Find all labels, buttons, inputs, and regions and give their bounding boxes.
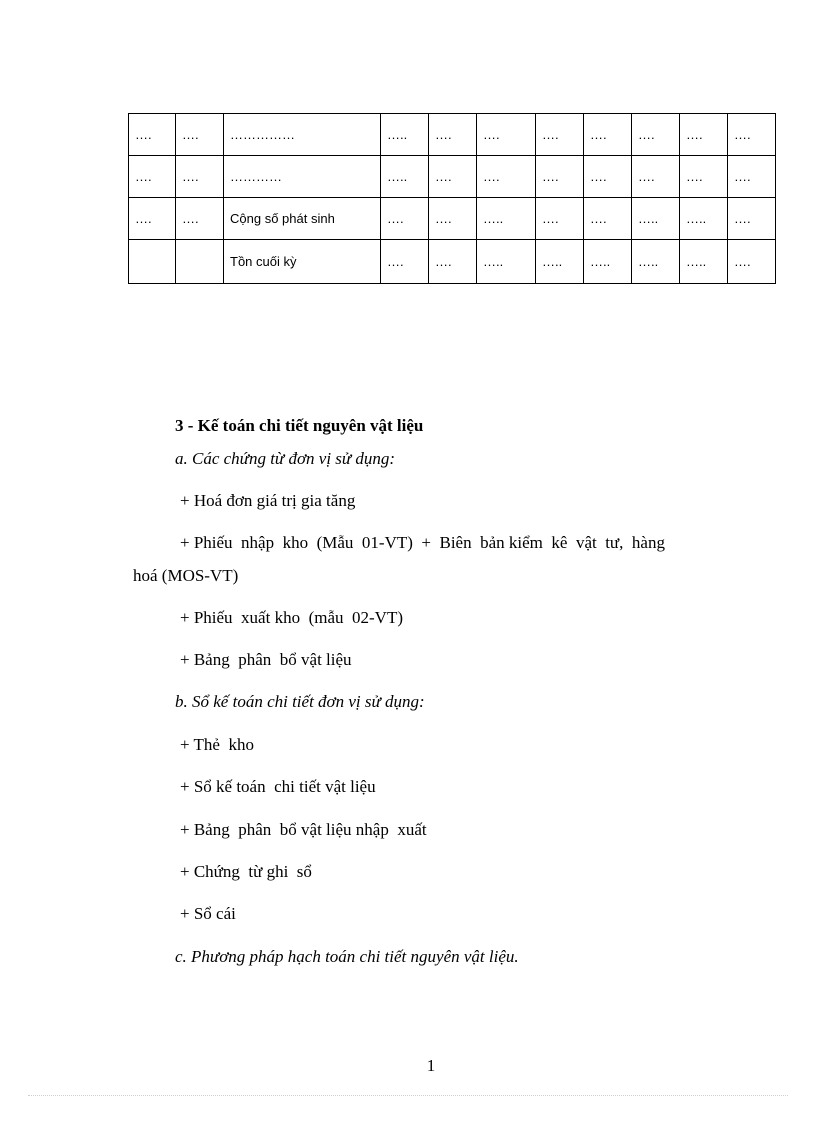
table-cell: ….. — [632, 240, 680, 284]
table-cell: …. — [680, 114, 728, 156]
list-item: + Thẻ kho — [180, 735, 254, 754]
footer-divider — [28, 1095, 788, 1096]
table-cell: …. — [477, 114, 536, 156]
list-item: + Bảng phân bổ vật liệu nhập xuất — [180, 820, 427, 839]
table-cell: …. — [536, 198, 584, 240]
table-cell: ….. — [680, 240, 728, 284]
table-cell: ….. — [381, 114, 429, 156]
list-item: + Hoá đơn giá trị gia tăng — [180, 491, 356, 510]
table-cell: …. — [176, 156, 224, 198]
table-cell: ….. — [381, 156, 429, 198]
list-item: + Chứng từ ghi sổ — [180, 862, 312, 881]
table-cell: …. — [429, 240, 477, 284]
table-cell: …. — [536, 114, 584, 156]
table-cell: ….. — [477, 198, 536, 240]
table-cell: …. — [429, 198, 477, 240]
table-row — [129, 198, 776, 240]
table-cell: …. — [632, 156, 680, 198]
table-row — [129, 156, 776, 198]
subheading-b: b. Sổ kế toán chi tiết đơn vị sử dụng: — [175, 692, 425, 711]
table-cell: …. — [176, 114, 224, 156]
ledger-table — [128, 113, 776, 284]
table-cell: …. — [728, 198, 776, 240]
table-cell-closing-label: Tồn cuối kỳ — [224, 240, 381, 284]
list-item: + Phiếu xuất kho (mẫu 02-VT) — [180, 608, 403, 627]
table-cell: ….. — [680, 198, 728, 240]
list-item-continuation: hoá (MOS-VT) — [133, 566, 239, 585]
table-cell: ………… — [224, 156, 381, 198]
table-cell: …. — [129, 198, 176, 240]
page-number: 1 — [426, 1056, 436, 1075]
table-cell — [129, 240, 176, 284]
table-cell: …. — [477, 156, 536, 198]
table-cell: …. — [584, 198, 632, 240]
table-cell: …. — [129, 156, 176, 198]
table-cell: ….. — [584, 240, 632, 284]
table-cell — [176, 240, 224, 284]
table-cell: …. — [429, 114, 477, 156]
table-row — [129, 240, 776, 284]
table-cell: …………… — [224, 114, 381, 156]
table-cell: …. — [381, 198, 429, 240]
subheading-c: c. Phương pháp hạch toán chi tiết nguyên vật liệu. — [175, 947, 519, 966]
table-cell: …. — [728, 156, 776, 198]
table-cell-total-label: Cộng số phát sinh — [224, 198, 381, 240]
list-item: + Sổ cái — [180, 904, 236, 923]
list-item: + Sổ kế toán chi tiết vật liệu — [180, 777, 376, 796]
table-cell: …. — [728, 240, 776, 284]
table-cell: …. — [680, 156, 728, 198]
table-cell: ….. — [632, 198, 680, 240]
table-cell: …. — [584, 114, 632, 156]
table-cell: …. — [176, 198, 224, 240]
table-cell: …. — [381, 240, 429, 284]
table-cell: ….. — [536, 240, 584, 284]
table-row — [129, 114, 776, 156]
table-cell: …. — [632, 114, 680, 156]
section-heading: 3 - Kế toán chi tiết nguyên vật liệu — [175, 416, 424, 435]
table-cell: ….. — [477, 240, 536, 284]
table-cell: …. — [129, 114, 176, 156]
subheading-a: a. Các chứng từ đơn vị sử dụng: — [175, 449, 396, 468]
table-cell: …. — [536, 156, 584, 198]
list-item: + Phiếu nhập kho (Mẫu 01-VT) + Biên bản kiểm kê vật tư, hàng — [180, 533, 665, 552]
table-cell: …. — [728, 114, 776, 156]
list-item: + Bảng phân bổ vật liệu — [180, 650, 352, 669]
table-cell: …. — [429, 156, 477, 198]
table-cell: …. — [584, 156, 632, 198]
